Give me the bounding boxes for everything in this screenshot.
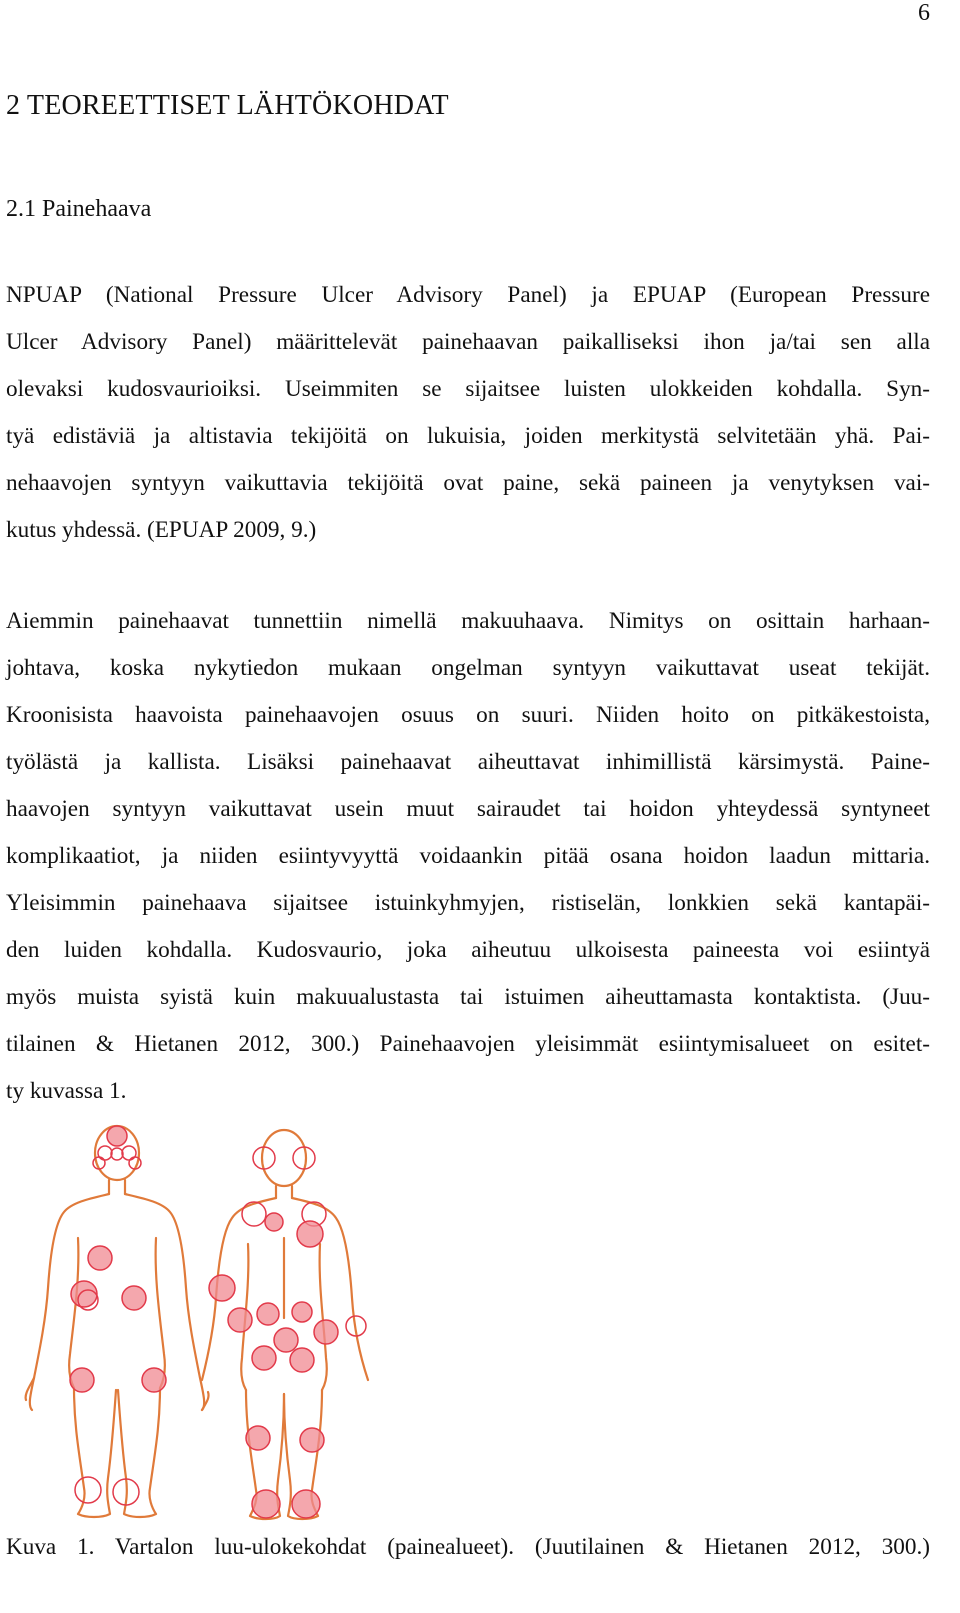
section-title: 2.1 Painehaava <box>6 196 152 222</box>
pressure-marker <box>71 1281 97 1307</box>
text-line: tyä edistäviä ja altistavia tekijöitä on lukuisia, joiden merkitystä selvitetään yhä. Pai- <box>6 423 930 449</box>
pressure-marker <box>253 1147 275 1169</box>
pressure-marker <box>75 1477 101 1503</box>
pressure-marker <box>111 1148 123 1160</box>
pressure-marker <box>252 1490 280 1518</box>
pressure-marker <box>246 1426 270 1450</box>
pressure-marker <box>300 1428 324 1452</box>
text-line: Aiemmin painehaavat tunnettiin nimellä makuuhaava. Nimitys on osittain harhaan- <box>6 608 930 634</box>
pressure-marker <box>142 1368 166 1392</box>
text-line: Kroonisista haavoista painehaavojen osuus on suuri. Niiden hoito on pitkäkestoista, <box>6 702 930 728</box>
pressure-marker <box>292 1302 312 1322</box>
pressure-marker <box>314 1320 338 1344</box>
text-line: Yleisimmin painehaava sijaitsee istuinkyhmyjen, ristiselän, lonkkien sekä kantapäi- <box>6 890 930 916</box>
front-body-outline <box>26 1126 209 1517</box>
text-line: Ulcer Advisory Panel) määrittelevät painehaavan paikalliseksi ihon ja/tai sen alla <box>6 329 930 355</box>
pressure-marker <box>122 1286 146 1310</box>
text-line: ty kuvassa 1. <box>6 1078 127 1104</box>
text-line: työlästä ja kallista. Lisäksi painehaavat aiheuttavat inhimillistä kärsimystä. Paine- <box>6 749 930 775</box>
figure-caption: Kuva 1. Vartalon luu-ulokekohdat (painealueet). (Juutilainen & Hietanen 2012, 300.) <box>6 1534 930 1560</box>
back-body-outline <box>202 1130 368 1519</box>
page-number: 6 <box>918 0 930 26</box>
text-line: myös muista syistä kuin makuualustasta tai istuimen aiheuttamasta kontaktista. (Juu- <box>6 984 930 1010</box>
text-line: johtava, koska nykytiedon mukaan ongelman syntyyn vaikuttavat useat tekijät. <box>6 655 930 681</box>
pressure-marker <box>297 1221 323 1247</box>
pressure-marker <box>290 1348 314 1372</box>
text-line: komplikaatiot, ja niiden esiintyvyyttä voidaankin pitää osana hoidon laadun mittaria. <box>6 843 930 869</box>
text-line: olevaksi kudosvaurioiksi. Useimmiten se sijaitsee luisten ulokkeiden kohdalla. Syn- <box>6 376 930 402</box>
pressure-marker <box>228 1308 252 1332</box>
text-line: nehaavojen syntyyn vaikuttavia tekijöitä ovat paine, sekä paineen ja venytyksen vai- <box>6 470 930 496</box>
paragraph-makuuhaava <box>6 598 930 1115</box>
pressure-marker <box>252 1346 276 1370</box>
pressure-marker <box>209 1275 235 1301</box>
pressure-marker <box>274 1328 298 1352</box>
pressure-marker <box>257 1303 279 1325</box>
text-line: den luiden kohdalla. Kudosvaurio, joka aiheutuu ulkoisesta paineesta voi esiintyä <box>6 937 930 963</box>
paragraph-npuap-definition <box>6 272 930 554</box>
pressure-marker <box>265 1213 283 1231</box>
text-line: haavojen syntyyn vaikuttavat usein muut sairaudet tai hoidon yhteydessä syntyneet <box>6 796 930 822</box>
pressure-marker <box>107 1126 127 1146</box>
pressure-marker <box>70 1368 94 1392</box>
pressure-marker <box>242 1202 266 1226</box>
text-line: tilainen & Hietanen 2012, 300.) Painehaavojen yleisimmät esiintymisalueet on esitet- <box>6 1031 930 1057</box>
pressure-points-figure <box>12 1118 392 1523</box>
body-diagram <box>12 1118 392 1523</box>
pressure-markers <box>70 1126 366 1518</box>
text-line: NPUAP (National Pressure Ulcer Advisory Panel) ja EPUAP (European Pressure <box>6 282 930 308</box>
pressure-marker <box>292 1490 320 1518</box>
pressure-marker <box>88 1246 112 1270</box>
pressure-marker <box>122 1146 136 1160</box>
text-line: kutus yhdessä. (EPUAP 2009, 9.) <box>6 517 317 543</box>
pressure-marker <box>293 1147 315 1169</box>
chapter-title: 2 TEOREETTISET LÄHTÖKOHDAT <box>6 90 449 121</box>
pressure-marker <box>98 1146 112 1160</box>
